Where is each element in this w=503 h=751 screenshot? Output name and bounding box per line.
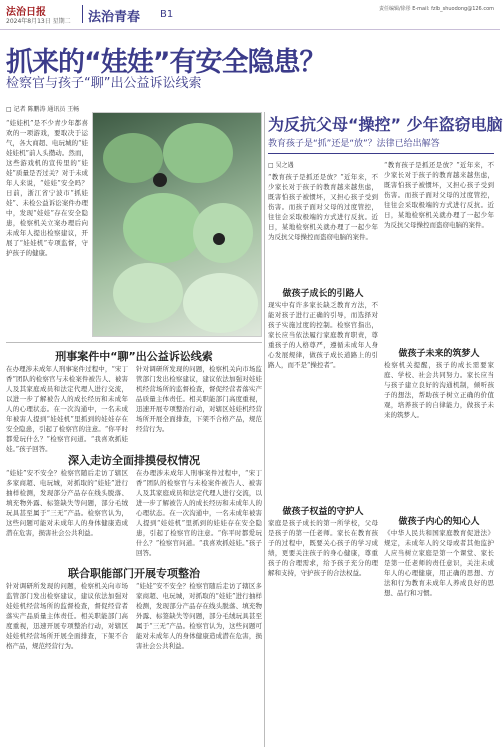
right-section-text-3: 检察机关提醒，孩子的成长需要家庭、学校、社会共同努力。家长应当与孩子建立良好的沟通机制，倾听孩子的想法，帮助孩子树立正确的价值观，培养孩子的自律能力，做孩子未来的筑梦人。 — [384, 361, 494, 419]
main-section-text-3: 针对调研所发现的问题，检察机关向市场监管部门发出检察建议，建议依法加强对娃娃机经营场所的监督检查，督促经营者落实产品质量主体责任。相关职能部门高度重视，迅速开展专项整治行动，对辖区娃娃机经营场所开展全面排查，下架不合格产品，规范经营行为。 — [6, 582, 128, 650]
main-section-text-2b: 在办理涉未成年人刑事案件过程中，“宋丁香”团队的检察官与未检案件被告人、被害人及其家庭成员和法定代理人进行交流，以进一步了解被告人的成长经历和未成年人的心理状态。在一次沟通中，一名未成年被害人提到“娃娃机”里抓到的娃娃存在安全隐患，引起了检察官的注意。“你平时都爱玩什么？”检察官问道。“我喜欢抓娃娃。”孩子回答。 — [136, 469, 262, 557]
right-section-heading-4: 做孩子内心的知心人 — [398, 517, 480, 527]
right-subheadline: 教育孩子是“抓”还是“放”？法律已给出解答 — [268, 139, 440, 149]
right-section-text-4: 《中华人民共和国家庭教育促进法》规定，未成年人的父母或者其他监护人应当树立家庭是第一个课堂、家长是第一任老师的责任意识，关注未成年人的心理健康，用正确的思想、方法和行为教育未成年人养成良好的思想、品行和习惯。 — [384, 529, 494, 597]
main-section-heading-2: 深入走访全面排摸侵权情况 — [68, 454, 200, 467]
section-divider — [6, 342, 262, 343]
header-divider — [82, 5, 83, 23]
main-byline: □ 记者 陈鹏涛 通讯员 王畅 — [6, 106, 80, 113]
section-title: 法治青春 — [88, 10, 141, 25]
right-headline: 为反抗父母“操控” 少年盗窃电脑 — [268, 115, 503, 134]
newspaper-logo: 法治日报 — [6, 7, 46, 18]
editor-info: 责任编辑/徐彤 E-mail: fzlb_shuodong@126.com — [378, 6, 494, 12]
right-section-heading-3: 做孩子未来的筑梦人 — [398, 349, 480, 359]
right-section-text-1: 现实中有许多家长缺乏教育方法，不能对孩子进行正确的引导，而选择对孩子实施过度的控制。检察官指出，家长应当依法履行家庭教育职责，尊重孩子的人格尊严，遵循未成年人身心发展规律，做孩子成长道路上的引路人，而不是“操控者”。 — [268, 301, 378, 369]
section-page-number: B1 — [160, 9, 174, 20]
main-section-text-1: 在办理涉未成年人刑事案件过程中，“宋丁香”团队的检察官与未检案件被告人、被害人及其家庭成员和法定代理人进行交流，以进一步了解被告人的成长经历和未成年人的心理状态。在一次沟通中，一名未成年被害人提到“娃娃机”里抓到的娃娃存在安全隐患，引起了检察官的注意。“你平时都爱玩什么？”检察官问道。“我喜欢抓娃娃。”孩子回答。 — [6, 365, 128, 453]
page-header — [0, 0, 500, 30]
right-col2-text: “教育孩子是抓还是放？”近年来，不少家长对于孩子的教育越来越焦虑，既害怕孩子被惯坏，又担心孩子受到伤害。而孩子面对父母的过度管控，往往会采取极端的方式进行反抗。近日，某地检察机关就办理了一起少年为反抗父母操控而盗窃电脑的案件。 — [384, 161, 494, 229]
main-subheadline: 检察官与孩子“聊”出公益诉讼线索 — [6, 76, 202, 91]
main-section-text-2: “娃娃”安不安全？检察官随后走访了辖区多家商超、电玩城，对抓取的“娃娃”进行抽样检测，发现部分产品存在线头脱落、填充物外露、标签缺失等问题，部分毛绒玩具甚至属于“三无”产品。检察官认为，这些问题可能对未成年人的身体健康造成潜在危害，损害社会公共利益。 — [6, 469, 128, 537]
claw-machine-photo — [92, 112, 262, 337]
right-section-text-2: 家庭是孩子成长的第一所学校，父母是孩子的第一任老师。家长在教育孩子的过程中，既要关心孩子的学习成绩，更要关注孩子的身心健康，尊重孩子的合理需求，给予孩子充分的理解和支持，守护孩子的合法权益。 — [268, 519, 378, 577]
right-section-heading-2: 做孩子权益的守护人 — [282, 507, 364, 517]
main-section-heading-3: 联合职能部门开展专项整治 — [68, 567, 200, 580]
right-headline-rule — [268, 153, 494, 154]
column-divider — [264, 112, 265, 747]
issue-date: 2024年8月13日 星期二 — [6, 18, 71, 25]
right-intro: “教育孩子是抓还是放？”近年来，不少家长对于孩子的教育越来越焦虑，既害怕孩子被惯坏，又担心孩子受到伤害。而孩子面对父母的过度管控，往往会采取极端的方式进行反抗。近日，某地检察机关就办理了一起少年为反抗父母操控而盗窃电脑的案件。 — [268, 173, 378, 241]
main-lead-paragraph: “娃娃机”是不少青少年都喜欢的一项游戏，要取决于运气，各大商超、电玩城的“娃娃娃机”前人头攒动。然而，这些游戏机的宣传里的“娃娃”质量是否过关？对于未成年人来说，“娃娃”安全吗？日前，浙江省宁波市“抓娃娃”、未检公益诉讼案件办理中，发现“娃娃”存在安全隐患，检察机关立案办理后向未成年人提出检察建议，开展了“娃娃机”专项监督，守护孩子的健康。 — [6, 119, 88, 257]
main-section-text-3b: “娃娃”安不安全？检察官随后走访了辖区多家商超、电玩城，对抓取的“娃娃”进行抽样检测，发现部分产品存在线头脱落、填充物外露、标签缺失等问题，部分毛绒玩具甚至属于“三无”产品。检察官认为，这些问题可能对未成年人的身体健康造成潜在危害，损害社会公共利益。 — [136, 582, 262, 650]
right-byline: □ 吴之遇 — [268, 162, 294, 169]
main-headline: 抓来的“娃娃”有安全隐患？ — [6, 47, 326, 78]
main-section-heading-1: 刑事案件中“聊”出公益诉讼线索 — [55, 350, 213, 363]
right-section-heading-1: 做孩子成长的引路人 — [282, 289, 364, 299]
main-section-text-1b: 针对调研所发现的问题，检察机关向市场监管部门发出检察建议，建议依法加强对娃娃机经营场所的监督检查，督促经营者落实产品质量主体责任。相关职能部门高度重视，迅速开展专项整治行动，对辖区娃娃机经营场所开展全面排查，下架不合格产品，规范经营行为。 — [136, 365, 262, 433]
